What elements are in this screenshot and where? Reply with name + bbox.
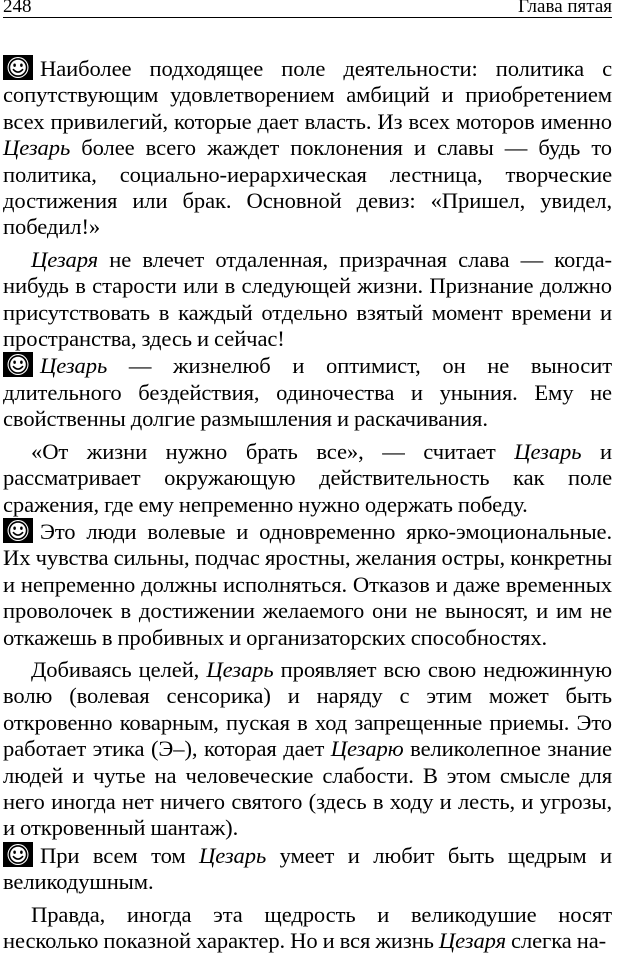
italic-term: Цезарь (3, 135, 71, 161)
text-run: Правда, иногда эта щедрость и великодушие носят несколько показной характер. Но и вся жизнь (3, 901, 612, 953)
text-run: слегка на- (505, 928, 607, 953)
text-run: великолепное знание людей и чутье на человеческие слабости. В этом смысле для него иногда нет ничего святого (здесь в ходу и лесть, и угрозы, и откровенный шантаж). (3, 736, 612, 841)
italic-term: Цезарь (514, 438, 582, 464)
text-run: — жизнелюб и оптимист, он не выносит длительного бездействия, одиночества и уныния. Ему не свойственны долгие размышления и раскачивания. (3, 353, 612, 432)
page-number: 248 (3, 0, 32, 17)
text-run: «От жизни нужно брать все», — считает (31, 438, 515, 464)
body-text (3, 55, 612, 954)
paragraph (3, 439, 612, 518)
paragraph (3, 55, 612, 241)
smiley-face-icon (3, 55, 33, 80)
italic-term: Цезаря (31, 246, 99, 272)
paragraph (3, 657, 612, 842)
text-run: не влечет отдаленная, призрачная слава — когда-нибудь в старости или в следующей жизни. Признание должно присутствовать в каждый отдельно взятый момент времени и пространства, здесь и сейчас! (3, 246, 612, 352)
italic-term: Цезарь (206, 656, 274, 682)
paragraph (3, 518, 612, 651)
italic-term: Цезарю (330, 736, 404, 762)
text-run: При всем том (40, 842, 199, 868)
text-run: умеет и любит быть щедрым и великодушным. (3, 842, 612, 895)
text-run: Наиболее подходящее поле деятельности: политика с сопутствующим удовлетворением амбиций и приобретением всех привилегий, которые дает власть. Из всех моторов именно (3, 56, 612, 134)
smiley-face-icon (3, 352, 33, 377)
smiley-face-icon (3, 518, 33, 543)
running-head (3, 0, 612, 18)
smiley-face-icon (3, 842, 33, 867)
text-run: более всего жаждет поклонения и славы — будь то политика, социально-иерархическая лестница, творческие достижения или брак. Основной девиз: «Пришел, увидел, победил!» (3, 135, 612, 240)
text-run: Добиваясь целей, (31, 656, 207, 682)
paragraph (3, 352, 612, 432)
paragraph (3, 902, 612, 955)
chapter-title: Глава пятая (518, 0, 612, 17)
text-run: проявляет всю свою недюжинную волю (волевая сенсорика) и наряду с этим может быть откровенно коварным, пуская в ход запрещенные приемы. Это работает этика (Э–), которая дает (3, 656, 612, 762)
italic-term: Цезарь (199, 842, 267, 868)
paragraph (3, 247, 612, 353)
italic-term: Цезаря (438, 928, 506, 953)
text-run: и рассматривает окружающую действительность как поле сражения, где ему непременно нужно одержать победу. (3, 438, 612, 517)
italic-term: Цезарь (40, 353, 108, 379)
text-run: Это люди волевые и одновременно ярко-эмоциональные. Их чувства сильны, подчас яростны, желания остры, конкретны и непременно должны исполняться. Отказов и даже временных проволочек в достижении желаемого они не выносят, и им не откажешь в пробивных и организаторских способностях. (3, 518, 612, 650)
paragraph (3, 842, 612, 896)
